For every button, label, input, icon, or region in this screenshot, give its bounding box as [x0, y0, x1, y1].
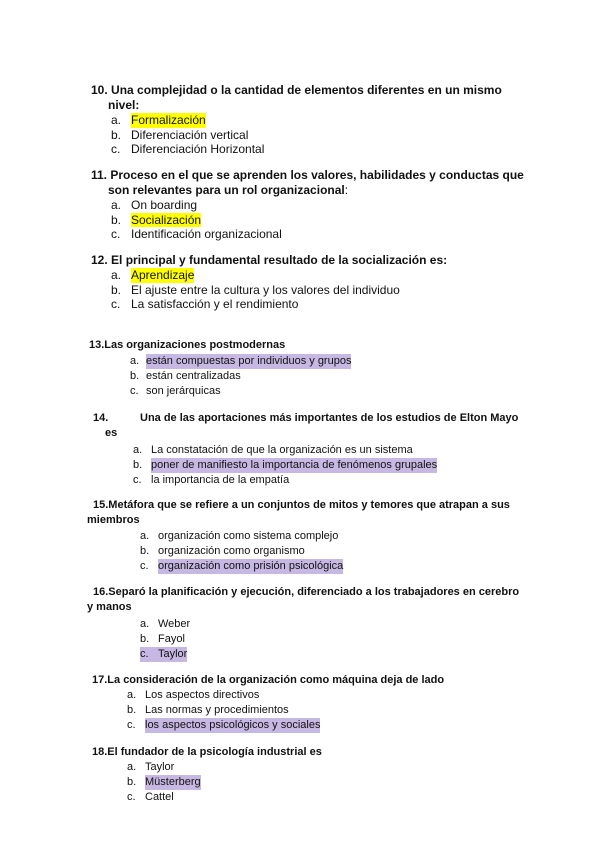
- question-stem: 18.El fundador de la psicología industrial es: [92, 746, 322, 758]
- option-b: b. poner de manifiesto la importancia de fenómenos grupales: [133, 459, 438, 471]
- option-a: a. organización como sistema complejo: [140, 530, 339, 542]
- option-c: c. la importancia de la empatía: [133, 474, 290, 486]
- option-a: a. On boarding: [111, 198, 198, 212]
- option-c: c. La satisfacción y el rendimiento: [111, 297, 299, 311]
- option-c: c. organización como prisión psicológica: [140, 560, 344, 572]
- question-stem: 14. Una de las aportaciones más importantes de los estudios de Elton Mayo: [93, 412, 519, 424]
- question-18: [92, 745, 322, 805]
- answer-highlight: los aspectos psicológicos y sociales: [145, 719, 321, 731]
- option-c: c. son jerárquicas: [130, 385, 221, 397]
- question-10: [91, 83, 502, 157]
- answer-highlight: c. Taylor: [140, 648, 188, 660]
- option-a: a. Taylor: [127, 761, 175, 773]
- question-17: [92, 673, 444, 733]
- option-a: a. Aprendizaje: [111, 268, 195, 282]
- answer-highlight: Müsterberg: [145, 776, 201, 788]
- option-b: b. Müsterberg: [127, 776, 201, 788]
- answer-highlight: Socialización: [131, 212, 202, 227]
- question-stem-cont: es: [105, 427, 118, 439]
- option-c: c. Diferenciación Horizontal: [111, 142, 265, 156]
- option-a: a. Weber: [140, 618, 191, 630]
- answer-highlight: están compuestas por individuos y grupos: [146, 355, 352, 367]
- option-a: a. están compuestas por individuos y grupos: [130, 355, 352, 367]
- question-stem: 16.Separó la planificación y ejecución, diferenciado a los trabajadores en cerebro: [93, 586, 520, 598]
- question-15: [87, 498, 510, 574]
- question-stem: 13.Las organizaciones postmodernas: [89, 339, 286, 351]
- question-stem: 15.Metáfora que se refiere a un conjuntos de mitos y temores que atrapan a sus: [93, 499, 510, 511]
- option-b: b. Las normas y procedimientos: [127, 704, 289, 716]
- option-a: a. La constatación de que la organización es un sistema: [133, 444, 413, 456]
- question-stem-cont: miembros: [87, 514, 140, 526]
- question-stem: 10. Una complejidad o la cantidad de elementos diferentes en un mismo: [91, 83, 502, 97]
- question-stem-cont: y manos: [87, 601, 132, 613]
- option-b: b. El ajuste entre la cultura y los valores del individuo: [111, 282, 400, 297]
- question-12: [91, 253, 447, 312]
- answer-highlight: poner de manifiesto la importancia de fenómenos grupales: [151, 459, 438, 471]
- answer-highlight: organización como prisión psicológica: [158, 560, 344, 572]
- option-b: b. Fayol: [140, 633, 185, 645]
- question-stem: 11. Proceso en el que se aprenden los valores, habilidades y conductas que: [91, 168, 524, 182]
- answer-highlight: Aprendizaje: [131, 268, 195, 282]
- question-13: [89, 338, 351, 399]
- question-16: [87, 585, 519, 662]
- option-a: a. Formalización: [111, 113, 206, 127]
- question-14: [93, 411, 518, 488]
- option-c: c. Identificación organizacional: [111, 227, 282, 241]
- option-b: b. Socialización: [111, 212, 202, 227]
- question-stem: 17.La consideración de la organización como máquina deja de lado: [92, 674, 445, 686]
- question-stem-cont: nivel:: [108, 98, 140, 112]
- option-c: c. los aspectos psicológicos y sociales: [127, 719, 321, 731]
- question-11: [91, 168, 524, 242]
- option-b: b. organización como organismo: [140, 545, 305, 557]
- answer-highlight: Formalización: [131, 113, 206, 127]
- question-stem-cont: son relevantes para un rol organizacional:: [108, 183, 349, 197]
- option-c: [140, 647, 519, 662]
- option-a: a. Los aspectos directivos: [127, 689, 260, 701]
- option-c: c. Cattel: [127, 791, 174, 803]
- question-stem: 12. El principal y fundamental resultado de la socialización es:: [91, 253, 448, 267]
- option-b: b. están centralizadas: [130, 370, 241, 382]
- option-b: b. Diferenciación vertical: [111, 127, 249, 142]
